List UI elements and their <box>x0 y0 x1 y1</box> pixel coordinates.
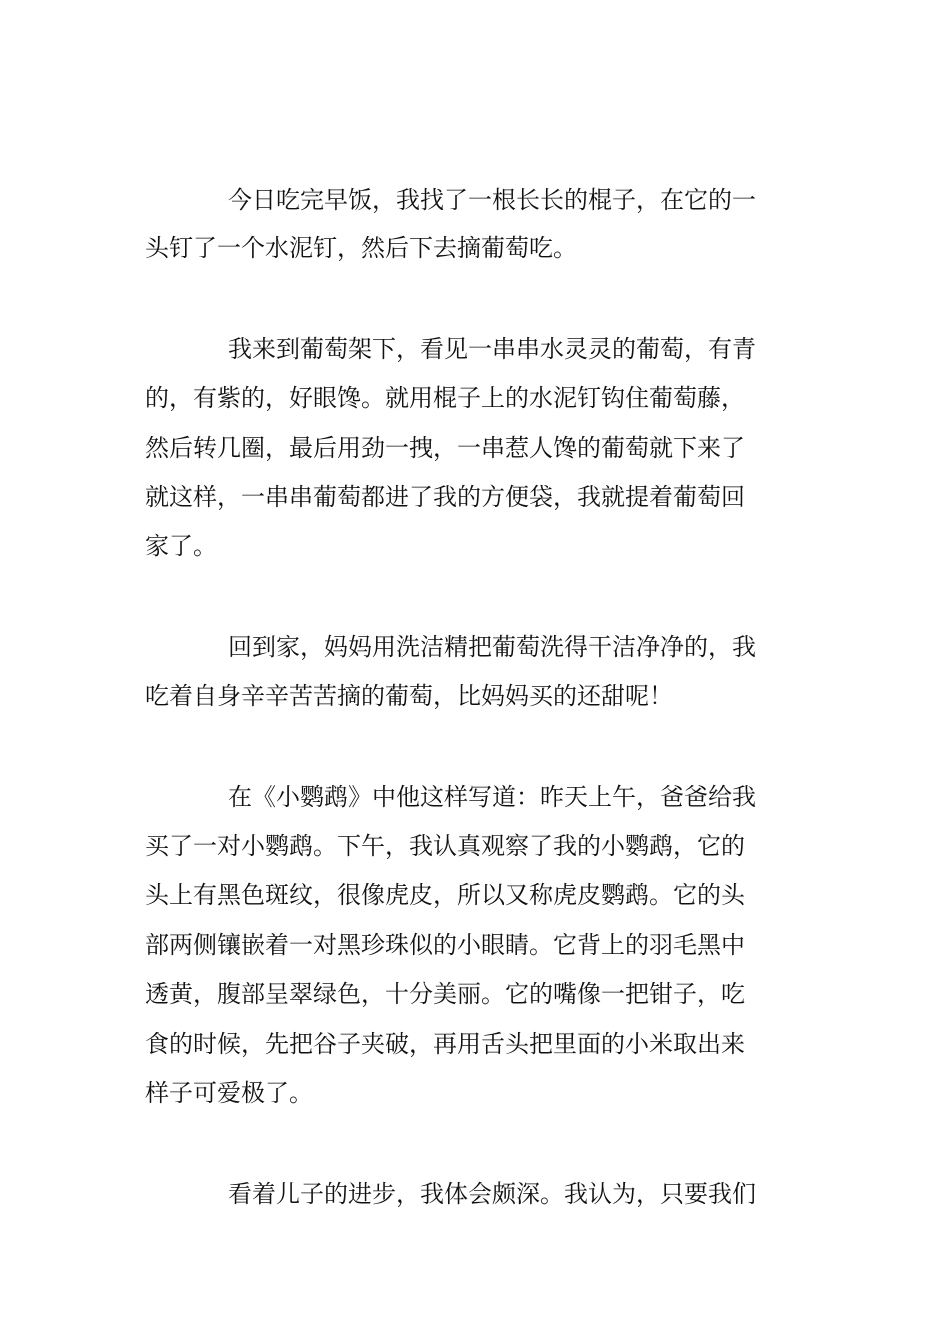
paragraph-3-line-2: 吃着自身辛辛苦苦摘的葡萄，比妈妈买的还甜呢！ <box>145 682 673 710</box>
paragraph-5-line-1: 看着儿子的进步，我体会颇深。我认为，只要我们 <box>228 1180 756 1208</box>
paragraph-2-line-5: 家了。 <box>145 532 217 560</box>
paragraph-2-line-3: 然后转几圈，最后用劲一拽，一串惹人馋的葡萄就下来了 <box>145 434 745 462</box>
paragraph-1-line-2: 头钉了一个水泥钉，然后下去摘葡萄吃。 <box>145 234 577 262</box>
paragraph-4-line-2: 买了一对小鹦鹉。下午，我认真观察了我的小鹦鹉，它的 <box>145 832 745 860</box>
paragraph-2-line-2: 的，有紫的，好眼馋。就用棍子上的水泥钉钩住葡萄藤， <box>145 384 745 412</box>
paragraph-3-line-1: 回到家，妈妈用洗洁精把葡萄洗得干洁净净的，我 <box>228 633 756 661</box>
paragraph-2-line-4: 就这样，一串串葡萄都进了我的方便袋，我就提着葡萄回 <box>145 483 745 511</box>
paragraph-2-line-1: 我来到葡萄架下，看见一串串水灵灵的葡萄，有青 <box>228 335 756 363</box>
paragraph-4-line-7: 样子可爱极了。 <box>145 1079 313 1107</box>
paragraph-4-line-6: 食的时候，先把谷子夹破，再用舌头把里面的小米取出来 <box>145 1030 745 1058</box>
paragraph-1-line-1: 今日吃完早饭，我找了一根长长的棍子，在它的一 <box>228 186 756 214</box>
paragraph-4-line-1: 在《小鹦鹉》中他这样写道：昨天上午，爸爸给我 <box>228 783 756 811</box>
paragraph-4-line-4: 部两侧镶嵌着一对黑珍珠似的小眼睛。它背上的羽毛黑中 <box>145 931 745 959</box>
paragraph-4-line-5: 透黄，腹部呈翠绿色，十分美丽。它的嘴像一把钳子，吃 <box>145 980 745 1008</box>
paragraph-4-line-3: 头上有黑色斑纹，很像虎皮，所以又称虎皮鹦鹉。它的头 <box>145 881 745 909</box>
